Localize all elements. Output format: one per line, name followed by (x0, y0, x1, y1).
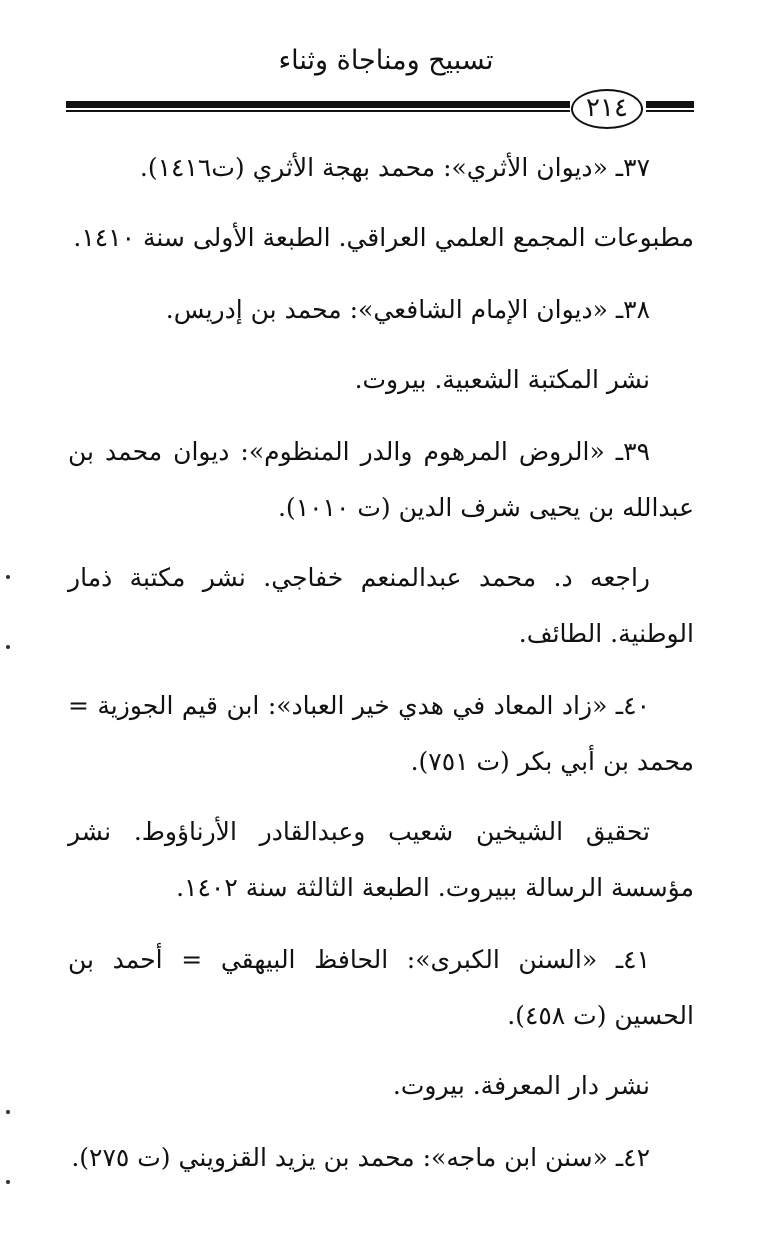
bibliography-list (68, 140, 694, 1186)
entry-42-title: ٤٢ـ «سنن ابن ماجه»: محمد بن يزيد القزويني (ت ٢٧٥). (71, 1143, 650, 1172)
margin-speck (6, 1180, 10, 1184)
header-rule-right (646, 101, 694, 108)
entry-40-title: ٤٠ـ «زاد المعاد في هدي خير العباد»: ابن قيم الجوزية = محمد بن أبي بكر (ت ٧٥١). (68, 691, 694, 776)
entry-38-publication: نشر المكتبة الشعبية. بيروت. (354, 365, 650, 394)
margin-speck (6, 1110, 10, 1114)
header-rule-right-thin (646, 110, 694, 112)
running-title: تسبيح ومناجاة وثناء (278, 45, 494, 76)
page-number: ٢١٤ (571, 89, 643, 129)
entry-39-publication: راجعه د. محمد عبدالمنعم خفاجي. نشر مكتبة ذمار الوطنية. الطائف. (68, 563, 694, 648)
margin-speck (6, 575, 10, 579)
header-rule-left (66, 101, 570, 108)
entry-39-title: ٣٩ـ «الروض المرهوم والدر المنظوم»: ديوان محمد بن عبدالله بن يحيى شرف الدين (ت ١٠١٠). (68, 437, 694, 522)
header-rule-left-thin (66, 110, 570, 112)
margin-speck (6, 645, 10, 649)
entry-41-title: ٤١ـ «السنن الكبرى»: الحافظ البيهقي = أحمد بن الحسين (ت ٤٥٨). (68, 945, 694, 1030)
entry-41-publication: نشر دار المعرفة. بيروت. (392, 1071, 650, 1100)
entry-37-publication: مطبوعات المجمع العلمي العراقي. الطبعة الأولى سنة ١٤١٠. (73, 223, 694, 252)
entry-37-title: ٣٧ـ «ديوان الأثري»: محمد بهجة الأثري (ت١٤١٦). (139, 153, 650, 182)
entry-38-title: ٣٨ـ «ديوان الإمام الشافعي»: محمد بن إدريس. (165, 295, 650, 324)
entry-40-publication: تحقيق الشيخين شعيب وعبدالقادر الأرناؤوط. نشر مؤسسة الرسالة ببيروت. الطبعة الثالثة سنة ١٤٠٢. (68, 817, 694, 902)
